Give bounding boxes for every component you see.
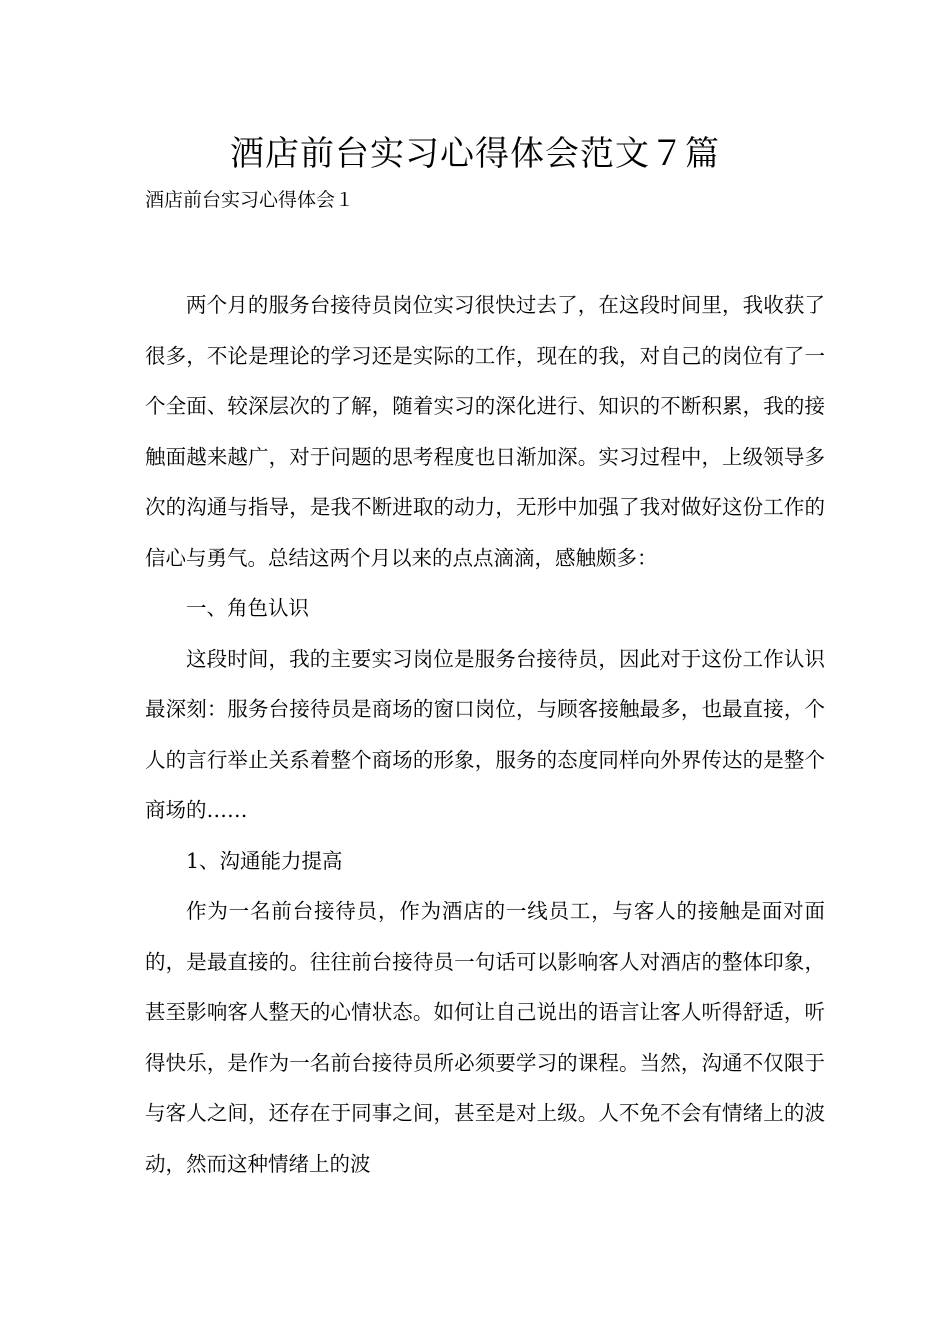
paragraph: 作为一名前台接待员，作为酒店的一线员工，与客人的接触是面对面的，是最直接的。往往前台接待员一句话可以影响客人对酒店的整体印象，甚至影响客人整天的心情状态。如何让自己说出的语言让客人听得舒适，听得快乐，是作为一名前台接待员所必须要学习的课程。当然，沟通不仅限于与客人之间，还存在于同事之间，甚至是对上级。人不免不会有情绪上的波动，然而这种情绪上的波 xyxy=(145,899,825,1176)
document-title: 酒店前台实习心得体会范文７篇 xyxy=(230,134,720,174)
subsection-heading: 1、沟通能力提高 xyxy=(186,848,343,873)
section-heading: 一、角色认识 xyxy=(186,596,309,620)
paragraph: 两个月的服务台接待员岗位实习很快过去了，在这段时间里，我收获了很多，不论是理论的学习还是实际的工作，现在的我，对自己的岗位有了一个全面、较深层次的了解，随着实习的深化进行、知识的不断积累，我的接触面越来越广，对于问题的思考程度也日渐加深。实习过程中，上级领导多次的沟通与指导，是我不断进取的动力，无形中加强了我对做好这份工作的信心与勇气。总结这两个月以来的点点滴滴，感触颇多： xyxy=(145,293,825,570)
document-body xyxy=(145,280,825,1189)
paragraph: 这段时间，我的主要实习岗位是服务台接待员，因此对于这份工作认识最深刻：服务台接待员是商场的窗口岗位，与顾客接触最多，也最直接，个人的言行举止关系着整个商场的形象，服务的态度同样向外界传达的是整个商场的…… xyxy=(145,646,825,822)
section-subtitle: 酒店前台实习心得体会１ xyxy=(145,189,355,211)
